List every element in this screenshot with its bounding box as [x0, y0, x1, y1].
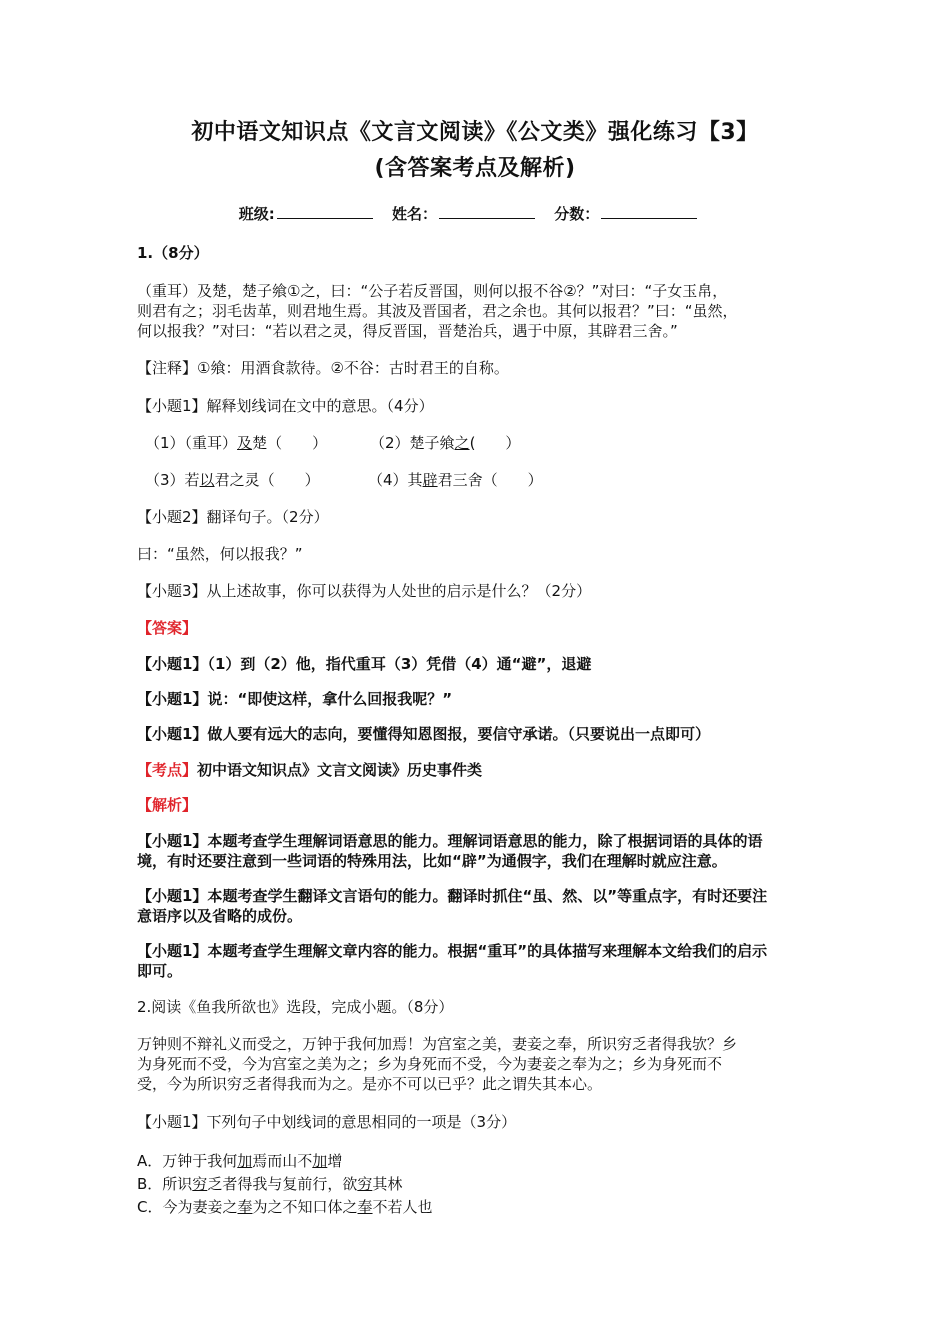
student-info-line — [0, 203, 950, 224]
analysis-1-line: 境，有时还要注意到一些词语的特殊用法，比如“辟”为通假字，我们在理解时就应注意。 — [137, 852, 727, 870]
q1-passage-line: 则君有之；羽毛齿革，则君地生焉。其波及晋国者，君之余也。其何以报君？”曰：“虽然， — [137, 302, 738, 320]
q1-header: 1.（8分） — [137, 244, 209, 262]
q2-passage-line: 万钟则不辩礼义而受之，万钟于我何加焉！为宫室之美，妻妾之奉，所识穷乏者得我欤？乡 — [137, 1035, 738, 1053]
name-label: 姓名： — [391, 205, 437, 223]
q1-item1: （1）（重耳）及楚（ ） — [145, 434, 328, 452]
answer-1: 【小题1】（1）到（2）他，指代重耳（3）凭借（4）通“避”，退避 — [137, 655, 592, 673]
q1-item4: （4）其辟君三舍（ ） — [368, 471, 543, 489]
answer-2: 【小题1】说：“即使这样，拿什么回报我呢？” — [137, 690, 453, 708]
class-blank[interactable] — [277, 204, 373, 219]
analysis-3-line: 即可。 — [137, 962, 183, 980]
q1-item2: （2）楚子飨之( ） — [370, 434, 521, 452]
analysis-label: 【解析】 — [137, 796, 198, 814]
q2-option-b[interactable]: B．所识穷乏者得我与复前行，欲穷其林 — [137, 1175, 403, 1193]
q1-sub1: 【小题1】解释划线词在文中的意思。（4分） — [137, 397, 434, 415]
q1-passage-line: （重耳）及楚，楚子飨①之，曰：“公子若反晋国，则何以报不谷②？”对曰：“子女玉帛， — [137, 282, 728, 300]
kaodian: 【考点】初中语文知识点》文言文阅读》历史事件类 — [137, 761, 483, 779]
q2-passage-line: 受，今为所识穷乏者得我而为之。是亦不可以已乎？此之谓失其本心。 — [137, 1075, 603, 1093]
q2-sub1: 【小题1】下列句子中划线词的意思相同的一项是（3分） — [137, 1113, 517, 1131]
q1-note: 【注释】①飨：用酒食款待。②不谷：古时君王的自称。 — [137, 359, 509, 377]
q1-sub2: 【小题2】翻译句子。（2分） — [137, 508, 329, 526]
q2-option-a[interactable]: A．万钟于我何加焉而山不加增 — [137, 1152, 343, 1170]
score-blank[interactable] — [601, 204, 697, 219]
analysis-2-line: 【小题1】本题考查学生翻译文言语句的能力。翻译时抓住“虽、然、以”等重点字，有时还要注 — [137, 887, 768, 905]
q1-passage-line: 何以报我？”对曰：“若以君之灵，得反晋国，晋楚治兵，遇于中原，其辟君三舍。” — [137, 322, 678, 340]
q2-passage-line: 为身死而不受，今为宫室之美为之；乡为身死而不受，今为妻妾之奉为之；乡为身死而不 — [137, 1055, 723, 1073]
page-title: 初中语文知识点《文言文阅读》《公文类》强化练习【3】 — [191, 120, 759, 145]
page-subtitle: (含答案考点及解析) — [374, 156, 576, 181]
score-label: 分数： — [554, 205, 600, 223]
analysis-2-line: 意语序以及省略的成份。 — [137, 907, 303, 925]
answer-3: 【小题1】做人要有远大的志向，要懂得知恩图报，要信守承诺。（只要说出一点即可） — [137, 725, 710, 743]
analysis-1-line: 【小题1】本题考查学生理解词语意思的能力。理解词语意思的能力，除了根据词语的具体的语 — [137, 832, 763, 850]
analysis-3-line: 【小题1】本题考查学生理解文章内容的能力。根据“重耳”的具体描写来理解本文给我们的启示 — [137, 942, 768, 960]
q1-sub3: 【小题3】从上述故事，你可以获得为人处世的启示是什么？（2分） — [137, 582, 592, 600]
name-blank[interactable] — [439, 204, 535, 219]
q2-option-c[interactable]: C．今为妻妾之奉为之不知口体之奉不若人也 — [137, 1198, 433, 1216]
answer-label: 【答案】 — [137, 619, 198, 637]
q1-sub2-sentence: 曰：“虽然，何以报我？” — [137, 545, 303, 563]
class-label: 班级: — [238, 205, 275, 223]
q2-header: 2.阅读《鱼我所欲也》选段，完成小题。（8分） — [137, 998, 454, 1016]
q1-item3: （3）若以君之灵（ ） — [145, 471, 320, 489]
